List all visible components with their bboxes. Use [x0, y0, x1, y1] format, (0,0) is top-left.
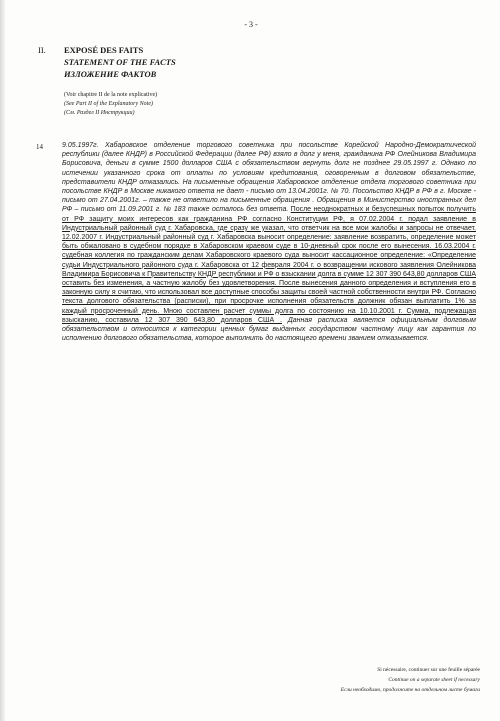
continuation-note-fr: Si nécessaire, continuer sur une feuille séparée: [377, 667, 480, 673]
continuation-note-ru: Если необходимо, продолжите на отдельном листе бумаги: [340, 687, 480, 693]
continuation-note-en: Continue on a separate sheet if necessary: [388, 677, 480, 683]
section-title-ru: ИЗЛОЖЕНИЕ ФАКТОВ: [64, 69, 157, 79]
note-reference-fr: (Voir chapitre II de la note explicative): [64, 92, 158, 98]
section-number: II.: [38, 45, 46, 55]
section-title-en: STATEMENT OF THE FACTS: [64, 57, 176, 67]
paragraph-number: 14: [36, 143, 43, 151]
scan-edge-shadow: [0, 0, 6, 721]
note-reference-en: (See Part II of the Explanatory Note): [64, 101, 153, 107]
facts-part-court: После неоднократных и безуспешных попыток получить от РФ защиту моих интересов как гражданина РФ согласно Конституции РФ, я 07.02.2004 г. подал заявление в Индустриальный районный суд г. Хабаровска, где сразу же указал, что ответчик на все мои жалобы и запросы не отвечает. 12.02.2007 г. Индустриальный районный суд г. Хабаровска выносит определение: заявление возвратить, определение может быть обжаловано в судебном порядке в Хабаровском краевом суде в 10-дневный срок после его вынесения. 16.03.2004 г. судебная коллегия по гражданским делам Хабаровского краевого суда выносит кассационное определение: «Определение судьи Индустриального районного суда г. Хабаровска от 12 февраля 2004 г. о возвращении искового заявления Олейникова Владимира Борисовича к Правительству КНДР республики и РФ о взыскании долга в сумме 12 307 390 643,80 долларов США оставить без изменения, а частную жалобу без удовлетворения. После вынесения данного определения и вступления его в законную силу я считаю, что использовал все доступные способы защиты своей частной собственности внутри РФ. Согласно текста долгового обязательства (расписки), при просрочке исполнения обязательств должник обязан выплатить 1% за каждый просроченный день. Мною составлен расчет суммы долга по состоянию на 10.10.2001 г. Сумма, подлежащая взысканию, составила 12 307 390 643,80 долларов США .: [62, 206, 476, 324]
facts-part-receipt: Данная расписка является официальным долговым обязательством и относится к категории ценных бумаг выданных государством частному лицу как гарантия по исполнению долгового обязательства, которое выполнить до настоящего времени званием отказывается.: [62, 316, 476, 343]
statement-of-facts-text: [62, 141, 476, 343]
page-number: - 3 -: [244, 20, 258, 29]
section-title-fr: EXPOSÉ DES FAITS: [64, 45, 144, 55]
facts-part-loan: 9.05.1997г. Хабаровское отделение торгового советника при посольстве Корейской Народно-Демократической республики (далее КНДР) в Российской Федерации (далее РФ) взяло в долг у меня, гражданина РФ Олейникова Владимира Борисовича, деньги в сумме 1500 долларов США с обязательством вернуть долг не позднее 29.05.1997 г. Однако по истечении указанного срока от оплаты по условиям кредитования, оговоренным в долговом обязательстве, представители КНДР отказались. На письменные обращения Хабаровское отделение отдела торгового советника при посольстве КНДР в Москве никакого ответа не дает - письмо от 13.04.2001г. № 70. Посольство КНДР в РФ в г. Москве - письмо от 27.04.2001г. – также не ответило на письменные обращения .: [62, 142, 476, 205]
note-reference-ru: (См. Раздел II Инструкции): [64, 110, 135, 116]
facts-part-mfa: Обращения в Министерство иностранных дел РФ – письмо от 11.09.2001 г. № 183 также осталось без ответа.: [62, 197, 476, 214]
